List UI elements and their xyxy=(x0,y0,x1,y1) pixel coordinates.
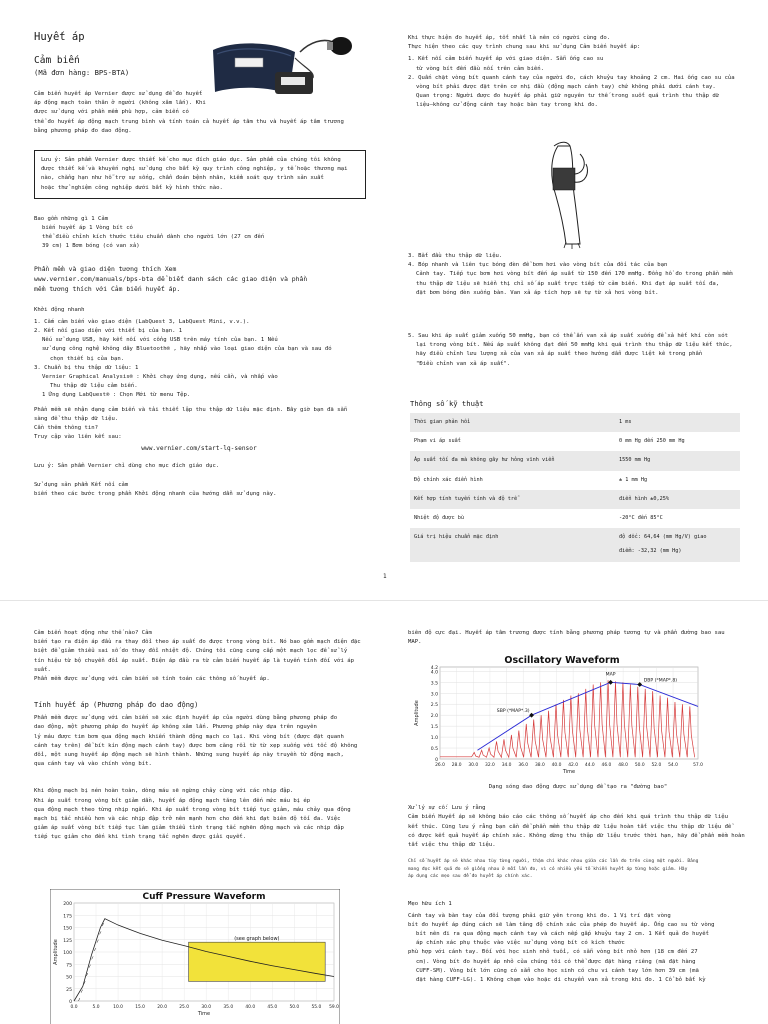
text-line: được sử dụng với phần mềm phù hợp, cảm biến có xyxy=(34,109,189,116)
text-line: liệu—không cử động cánh tay hoặc bàn tay trong khi đo. xyxy=(416,102,598,109)
text-line: Khi thực hiện đo huyết áp, tốt nhất là nên có người cùng đo. xyxy=(408,35,611,41)
doc-subtitle: Cảm biến xyxy=(34,55,80,66)
how-it-works-paragraph xyxy=(34,629,364,684)
text-line: www.vernier.com/manuals/bps-bta để biết danh sách các giao diện và phần xyxy=(34,274,308,283)
x-tick-label: 50.0 xyxy=(289,1005,300,1010)
text-line: sử dụng công nghệ không dây Bluetooth® , hãy nhấp vào loại giao diện của bạn và sau đó xyxy=(42,346,332,353)
tips-title: Mẹo hữu ích 1 xyxy=(408,901,452,908)
text-line: cm). Vòng bít đo huyết áp nhỏ của chúng tôi có thể được đặt hàng riêng (mã đặt hàng xyxy=(416,958,696,965)
text-line: có được kết quả huyết áp chính xác. Không dừng thu thập dữ liệu trước thời hạn, hãy để phần mềm hoàn xyxy=(408,832,745,839)
spec-table xyxy=(410,413,740,562)
includes-list xyxy=(34,215,364,252)
text-line: hoặc thử nghiệm công nghiệp dưới bất kỳ hình thức nào. xyxy=(41,184,223,191)
text-line: 2. Kết nối giao diện với thiết bị của bạn. 1 xyxy=(34,328,183,335)
order-code: (Mã đơn hàng: BPS-BTA) xyxy=(34,68,130,77)
text-line: Cảnh tay. Tiếp tục bơm hơi vòng bít đến áp suất từ 150 đến 170 mmHg. Đồng hồ đo trong phần mềm xyxy=(416,271,733,278)
spec-extra: điểm: -32,32 (mm Hg) xyxy=(619,548,682,555)
text-line: 5. Sau khi áp suất giảm xuống 50 mmHg, bạn có thể ấn van xả áp suất xuống để xả hết khí còn sót xyxy=(408,333,728,339)
procedure-steps-3-4 xyxy=(408,252,748,298)
y-tick-label: 200 xyxy=(63,902,72,907)
text-line: tiếp tục giảm cho đến khi tình trạng tắc nghẽn được giải quyết. xyxy=(34,834,247,841)
education-note: Lưu ý: Sản phẩm Vernier chỉ dùng cho mục đích giáo dục. xyxy=(34,462,220,469)
text-line: 1 Ứng dụng LabQuest® : Chọn Mới từ menu Tệp. xyxy=(42,392,191,399)
start-link[interactable]: www.vernier.com/start-lq-sensor xyxy=(141,445,257,453)
spec-row xyxy=(410,528,740,561)
y-tick-label: 75 xyxy=(66,963,72,969)
x-tick-label: 54.0 xyxy=(668,763,678,768)
y-tick-label: 1.5 xyxy=(430,725,438,731)
spec-label: Giá trị hiệu chuẩn mặc định xyxy=(410,528,615,561)
highlight-region xyxy=(189,942,326,981)
text-line: 39 cm) 1 Bơm bóng (có van xả) xyxy=(42,243,140,250)
quickstart-list xyxy=(34,318,364,401)
x-tick-label: 40.0 xyxy=(245,1005,256,1010)
map-paragraph xyxy=(408,629,748,647)
y-tick-label: 50 xyxy=(66,975,72,981)
sensor-box-shape xyxy=(275,72,313,94)
text-line: Cảm biến Huyết áp sẽ không báo cáo các thông số huyết áp cho đến khi quá trình thu thập dữ liệu xyxy=(408,814,728,821)
text-line: 1. Cắm cảm biến vào giao diện (LabQuest 3, LabQuest Mini, v.v.). xyxy=(34,318,250,325)
y-tick-label: 2.5 xyxy=(430,703,438,709)
x-tick-label: 57.0 xyxy=(693,763,703,768)
y-tick-label: 25 xyxy=(66,987,72,993)
x-tick-label: 50.0 xyxy=(634,763,645,768)
y-tick-label: 3.0 xyxy=(430,692,438,698)
spec-label: Thời gian phản hồi xyxy=(410,413,615,432)
page1-right-column xyxy=(408,34,748,111)
x-tick-label: 34.0 xyxy=(501,763,512,768)
text-line: Chỉ số huyết áp sẽ khác nhau tùy từng người, thậm chí khác nhau giữa các lần đo trên cùng một người. Bảng xyxy=(408,859,699,865)
text-line: biến huyết áp 1 Vòng bít có xyxy=(42,225,133,232)
text-line: đổi, một sung huyết áp động mạch sẽ hình thành. Những sung huyết áp này truyền từ động mạch, xyxy=(34,752,344,759)
y-tick-label: 0.5 xyxy=(430,747,438,753)
text-line: thu thập dữ liệu sẽ hiển thị chỉ số áp suất trực tiếp từ cảm biến. Khi đạt áp suất tối đa, xyxy=(416,280,720,287)
calc-paragraph xyxy=(34,714,364,769)
text-line: biến theo các bước trong phần Khởi động nhanh của hướng dẫn sử dụng này. xyxy=(34,491,277,498)
text-line: 3. Chuẩn bị thu thập dữ liệu: 1 xyxy=(34,364,139,371)
x-tick-label: 44.0 xyxy=(584,763,595,768)
cuff-paragraph xyxy=(34,787,364,842)
spec-value: độ dốc: 64,64 (mm Hg/V) giao điểm: -32,32 (mm Hg) xyxy=(615,528,740,561)
text-line: lại trong vòng bít. Nếu áp suất không đạt đến 50 mmHg khi quá trình thu thập dữ liệu kết thúc, xyxy=(416,342,733,349)
spec-label: Kết hợp tính tuyến tính và độ trễ xyxy=(410,490,615,509)
spec-label: Nhiệt độ được bù xyxy=(414,515,464,522)
spec-row xyxy=(410,471,740,490)
page2-right-column xyxy=(408,629,748,647)
text-line: 4. Bóp nhanh và liên tục bóng đèn để bơm hơi vào vòng bít của đối tác của bạn xyxy=(408,262,668,269)
text-line: kết thúc. Cũng lưu ý rằng bạn cần để phần mềm thu thập dữ liệu hoàn tất việc thu thập dữ liệu để xyxy=(408,823,732,830)
text-line: Phần mềm được sử dụng với cảm biến sẽ tính toán các thông số huyết áp. xyxy=(34,676,270,683)
cuff-on-arm xyxy=(553,168,575,190)
after-quickstart-paragraph xyxy=(34,406,364,443)
text-line: Sử dụng sản phẩm Kết nối cảm xyxy=(34,481,129,488)
x-tick-label: 20.0 xyxy=(157,1005,168,1010)
text-line: đặt hàng CUFF-LG). 1 Không chạm vào hoặc di chuyển van xả trong khi đo. 1 Cổ bỏ bất kỳ xyxy=(416,977,706,984)
note-box xyxy=(34,150,366,199)
y-tick-label: 150 xyxy=(63,926,72,932)
text-line: bít đo huyết áp đúng cách sẽ làm tăng độ chính xác của phép đo huyết áp. Ống cao su từ vòng xyxy=(408,921,715,928)
text-line: Cảm biến hoạt động như thế nào? Cảm xyxy=(34,630,152,636)
text-line: Thực hiện theo các quy trình chung sau khi sử dụng Cảm biến huyết áp: xyxy=(408,44,641,51)
spec-row xyxy=(410,509,740,528)
text-line: qua động mạch theo từng nhịp ngắn. Khi áp suất trong vòng bít tiếp tục giảm, máu chảy qua động xyxy=(34,806,351,813)
spec-value: 1 ms xyxy=(615,413,740,432)
product-image xyxy=(205,28,355,110)
y-tick-label: 2.0 xyxy=(430,714,438,720)
software-paragraph xyxy=(34,264,364,294)
text-line: Truy cập vào liên kết sau: xyxy=(34,434,122,441)
text-line: chọn thiết bị của bạn. xyxy=(50,355,125,362)
x-tick-label: 36.0 xyxy=(518,763,529,768)
spec-value: ± 1 mm Hg xyxy=(619,476,648,483)
text-line: hãy điều chỉnh lưu lượng xả của van xả áp suất theo hướng dẫn được liệt kê trong phần xyxy=(416,351,703,358)
x-tick-label: 25.0 xyxy=(179,1005,190,1010)
page1-right-column-3 xyxy=(408,332,748,369)
x-tick-label: 38.0 xyxy=(534,763,545,768)
spec-value: điển hình ±0,25% xyxy=(615,490,740,509)
x-tick-label: 59.0 xyxy=(329,1005,339,1010)
page2-right-lower xyxy=(408,783,748,985)
page-number: 1 xyxy=(383,573,387,580)
chart-caption: Dạng sóng dao động được sử dụng để tạo ra "đường bao" xyxy=(488,784,668,790)
text-line: phù hợp với cánh tay. Đối với học sinh nhỏ tuổi, có sẵn vòng bít nhỏ hơn (18 cm đến 27 xyxy=(408,949,698,956)
text-line: mang đọc kết quả đo sẽ giống nhau ở mỗi lần đo, vì có nhiều yếu tố khiến huyết áp từng hoặc giảm. Hãy xyxy=(408,866,688,872)
annotation-label: SBP (*MAP*.3) xyxy=(496,709,530,715)
x-tick-label: 55.0 xyxy=(311,1005,322,1010)
text-line: Khi động mạch bị nén hoàn toàn, dòng máu sẽ ngừng chảy cùng với các nhịp đập. xyxy=(34,788,294,795)
text-line: lý máu được tim bơm qua động mạch khiến thành động mạch co lại. Khi vòng bít (được đặt quanh xyxy=(34,733,344,740)
spec-label: Áp suất tối đa mà không gây hư hỏng vĩnh viễn xyxy=(410,451,615,470)
tips-paragraph xyxy=(408,912,748,986)
chart-title: Oscillatory Waveform xyxy=(504,655,620,666)
text-line: áp chính xác phụ thuộc vào việc sử dụng vòng bít có kích thước xyxy=(416,940,625,947)
procedure-steps-1-2 xyxy=(408,55,748,110)
text-line: tín hiệu từ bộ chuyển đổi áp suất. Điện áp đầu ra từ cảm biến huyết áp là tuyến tính đối với áp suất. xyxy=(34,657,354,673)
calc-title: Tính huyết áp (Phương pháp đo dao động) xyxy=(34,701,199,710)
annotation-label: DBP (*MAP*.8) xyxy=(643,678,678,684)
page-2 xyxy=(0,600,768,1024)
cuff-pressure-chart xyxy=(50,889,340,1024)
y-tick-label: 175 xyxy=(63,914,72,920)
x-tick-label: 45.0 xyxy=(267,1005,278,1010)
text-line: 2. Quấn chặt vòng bít quanh cánh tay của người đo, cách khuỷu tay khoảng 2 cm. Hai ống cao su của xyxy=(408,74,735,81)
x-tick-label: 26.0 xyxy=(435,763,445,768)
annotation-label: (see graph below) xyxy=(234,936,280,943)
x-tick-label: 35.0 xyxy=(223,1005,234,1010)
text-line: tất việc thu thập dữ liệu. xyxy=(408,842,496,849)
text-line: dao động, một phương pháp đo huyết áp không xâm lấn. Phương pháp này dựa trên nguyên xyxy=(34,724,317,731)
chart-title: Cuff Pressure Waveform xyxy=(142,892,266,902)
text-line: biên độ cực đại. Huyết áp tâm trương được tính bằng phương pháp tương tự và phần đường bao sau xyxy=(408,630,725,636)
y-axis-label: Amplitude xyxy=(53,939,59,965)
spec-label: Phạm vi áp suất xyxy=(414,438,461,445)
page2-left-column xyxy=(34,629,364,843)
spec-row xyxy=(410,413,740,432)
y-tick-label: 1.0 xyxy=(430,736,438,742)
x-tick-label: 30.0 xyxy=(201,1005,212,1010)
x-tick-label: 40.0 xyxy=(551,763,562,768)
text-line: cánh tay trên) để bít kín động mạch cánh tay) được bơm căng rồi từ từ xẹp xuống với tốc độ không xyxy=(34,742,358,749)
x-tick-label: 46.0 xyxy=(601,763,612,768)
text-line: Bao gồm những gì 1 Cảm xyxy=(34,215,109,222)
arm-cuff-illustration xyxy=(540,138,600,250)
x-tick-label: 32.0 xyxy=(485,763,495,768)
text-line: qua cánh tay và vào chính vòng bít. xyxy=(34,761,152,768)
text-line: Quan trọng: Người được đo huyết áp phải giữ nguyên tư thế trong suốt quá trình thu thập dữ xyxy=(416,93,720,100)
spec-row xyxy=(410,432,740,451)
usage-paragraph xyxy=(34,481,364,499)
text-line: được thiết kế và khuyến nghị sử dụng cho bất kỳ quy trình công nghiệp, y tế hoặc thương mại xyxy=(41,166,348,173)
spec-row xyxy=(410,451,740,470)
text-line: Thu thập dữ liệu cảm biến. xyxy=(50,383,138,390)
y-tick-label: 3.5 xyxy=(430,681,438,687)
x-tick-label: 10.0 xyxy=(113,1005,123,1010)
y-tick-label: 100 xyxy=(63,951,72,956)
text-line: Phần mềm và giao diện tương thích Xem xyxy=(34,264,177,273)
x-tick-label: 30.0 xyxy=(468,763,479,768)
text-line: Nếu sử dụng USB, hãy kết nối với cổng USB trên máy tính của bạn. 1 Nếu xyxy=(42,337,278,344)
text-line: áp động mạch toàn thân ở người (không xâm lấn). Khi xyxy=(34,100,206,107)
x-tick-label: 52.0 xyxy=(651,763,662,768)
y-tick-label: 4.0 xyxy=(430,670,438,676)
text-line: biến tạo ra điện áp đầu ra thay đổi theo áp suất đo được trong vòng bít. Nó bao gồm mạch điện đặc xyxy=(34,639,361,646)
y-tick-label: 4.2 xyxy=(430,666,438,671)
x-tick-label: 5.0 xyxy=(92,1005,100,1010)
annotation-label: MAP xyxy=(605,672,616,678)
x-tick-label: 48.0 xyxy=(618,763,628,768)
text-line: mềm tương thích với Cảm biến huyết áp. xyxy=(34,284,181,293)
x-axis-label: Time xyxy=(197,1011,211,1017)
doc-title: Huyết áp xyxy=(34,31,85,43)
text-line: Cảm biến huyết áp Vernier được sử dụng để đo huyết xyxy=(34,91,203,97)
text-line: Khi áp suất trong vòng bít giảm dần, huyết áp động mạch tăng lên đến mức máu bị ép xyxy=(34,797,311,804)
text-line: vòng bít phải được đặt trên cơ nhị đầu (động mạch cánh tay) chứ không phải dưới cánh tay. xyxy=(416,84,716,91)
text-line: thể điều chỉnh kích thước tiêu chuẩn dành cho người lớn (27 cm đến xyxy=(42,234,265,241)
y-tick-label: 0 xyxy=(435,758,438,763)
spec-section xyxy=(410,398,750,562)
text-line: 1. Kết nối cảm biến huyết áp với giao diện. Sẵn ống cao su xyxy=(408,56,604,63)
text-line: áp dụng các mẹo sau để đo huyết áp chính xác. xyxy=(408,874,533,880)
x-tick-label: 28.0 xyxy=(451,763,462,768)
spec-title: Thông số kỹ thuật xyxy=(410,399,484,408)
text-line: bằng phương pháp đo dao động. xyxy=(34,127,132,134)
spec-value: -20°C đến 85°C xyxy=(619,515,663,522)
procedure-intro xyxy=(408,34,748,52)
text-line: mạch bị tắc nhiều hơn và các nhịp đập trở nên mạnh hơn cho đến khi đạt biên độ tối đa. Việc xyxy=(34,816,341,823)
x-axis-label: Time xyxy=(562,769,576,775)
text-line: Xử lý sự cố: Lưu ý rằng xyxy=(408,805,486,812)
text-line: Phần mềm được sử dụng với cảm biến sẽ xác định huyết áp của người dùng bằng phương pháp đo xyxy=(34,715,338,722)
text-line: 3. Bắt đầu thu thập dữ liệu. xyxy=(408,253,503,259)
spec-value: 1550 mm Hg xyxy=(615,451,740,470)
spec-label: Độ chính xác điển hình xyxy=(414,476,483,483)
text-line: sàng để thu thập dữ liệu. xyxy=(34,415,119,422)
oscillatory-chart xyxy=(410,653,710,781)
text-line: thể đo huyết áp động mạch trung bình và tính toán cả huyết áp tâm thu và huyết áp tâm trương xyxy=(34,118,344,125)
text-line: Cần thêm thông tin? xyxy=(34,425,98,432)
troubleshoot-paragraph xyxy=(408,804,748,850)
text-line: nào, chẳng hạn như hỗ trợ sự sống, chẩn đoán bệnh nhân, kiểm soát quy trình sản xuất xyxy=(41,175,324,182)
x-tick-label: 42.0 xyxy=(568,763,579,768)
x-tick-label: 15.0 xyxy=(135,1005,145,1010)
spec-row xyxy=(410,490,740,509)
text-line: Vernier Graphical Analysis® : Khởi chạy ứng dụng, nếu cần, và nhấp vào xyxy=(42,374,278,381)
text-line: MAP. xyxy=(408,639,422,646)
text-line: biệt để giảm thiểu sai số do thay đổi nhiệt độ. Chúng tôi cũng cung cấp một mạch lọc để sử lý xyxy=(34,648,348,655)
quickstart-title: Khởi động nhanh xyxy=(34,306,85,313)
text-line: Phần mềm sẽ nhận dạng cảm biến và tải thiết lập thu thập dữ liệu mặc định. Bây giờ bạn đã sẵn xyxy=(34,406,348,413)
x-tick-label: 0.0 xyxy=(70,1005,78,1010)
text-line: "Điều chỉnh van xả áp suất". xyxy=(416,360,511,367)
note-small-paragraph xyxy=(408,858,748,880)
text-line: bít nên đi ra qua động mạch cánh tay và cách nếp gấp khuỷu tay 2 cm. 1 Kết quả đo huyết xyxy=(416,931,709,938)
y-tick-label: 125 xyxy=(63,938,72,944)
text-line: Lưu ý: Sản phẩm Vernier được thiết kế cho mục đích giáo dục. Sản phẩm của chúng tôi không xyxy=(41,157,341,164)
y-tick-label: 0 xyxy=(69,1000,72,1005)
text-line: giảm áp suất vòng bít tiếp tục làm giảm thiểu tình trạng tắc nghẽn động mạch và các nhịp đập xyxy=(34,825,344,832)
y-axis-label: Amplitude xyxy=(414,700,420,726)
text-line: Cánh tay và bàn tay của đối tượng phải giữ yên trong khi đo. 1 Vị trí đặt vòng xyxy=(408,912,671,919)
text-line: từ vòng bít đến đầu nối trên cảm biến. xyxy=(416,65,544,72)
bulb-shape xyxy=(327,37,352,55)
page1-right-column-2 xyxy=(408,252,748,298)
spec-value: 0 mm Hg đến 250 mm Hg xyxy=(619,438,685,445)
text-line: CUFF-SM). Vòng bít lớn cũng có sẵn cho học sinh có chu vi cánh tay lớn hơn 39 cm (mã xyxy=(416,967,699,974)
procedure-step-5 xyxy=(408,332,748,369)
text-line: đặt bơm bóng đèn xuống bàn. Van xả áp tích hợp sẽ tự từ xả hơi vòng bít. xyxy=(416,289,659,296)
